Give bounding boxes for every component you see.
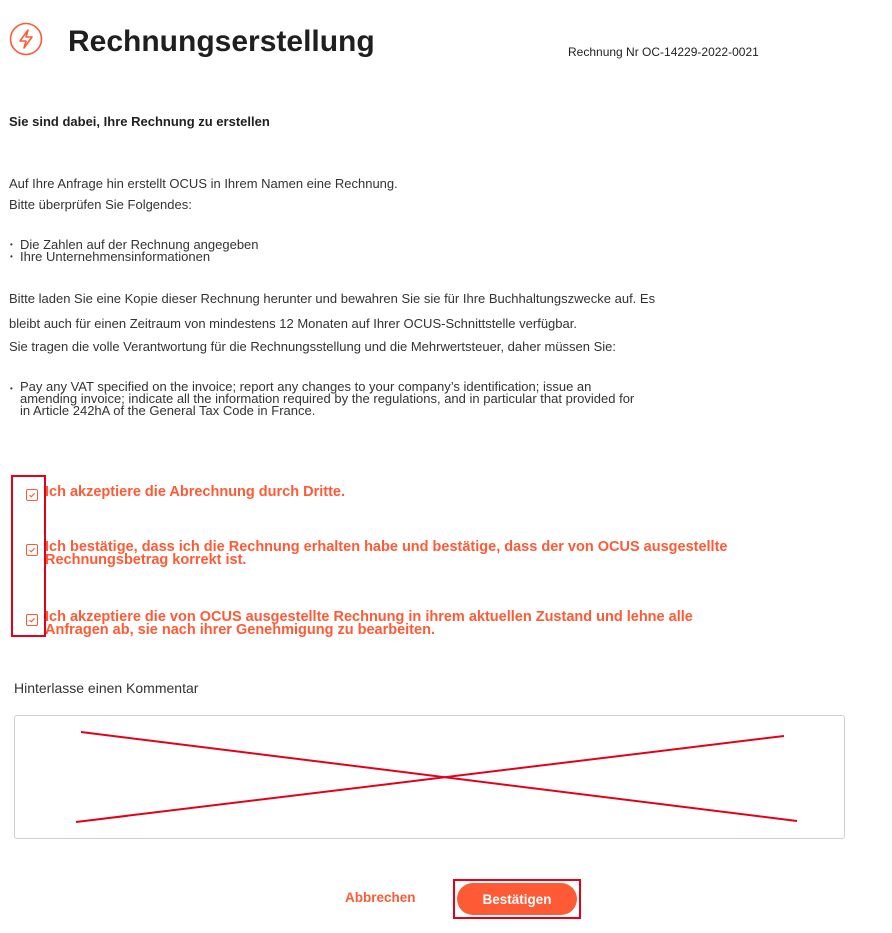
lightning-icon xyxy=(9,22,43,56)
intro-line: Auf Ihre Anfrage hin erstellt OCUS in Ihrem Namen eine Rechnung. xyxy=(9,176,398,191)
consent-label: Ich bestätige, dass ich die Rechnung erhalten habe und bestätige, dass der von OCUS ausgestellte Rechnungsbetrag korrekt ist. xyxy=(45,539,728,568)
vat-line: Pay any VAT specified on the invoice; report any changes to your company’s identification; issue an xyxy=(20,379,592,394)
vat-line: amending invoice; indicate all the information required by the regulations, and in particular that provided for xyxy=(20,391,635,406)
section-subtitle: Sie sind dabei, Ihre Rechnung zu erstellen xyxy=(9,114,270,129)
download-note: Bitte laden Sie eine Kopie dieser Rechnung herunter und bewahren Sie sie für Ihre Buchhaltungszwecke auf. Es xyxy=(9,291,656,306)
download-note: bleibt auch für einen Zeitraum von mindestens 12 Monaten auf Ihrer OCUS-Schnittstelle verfügbar. xyxy=(9,316,577,331)
vat-line: in Article 242hA of the General Tax Code in France. xyxy=(20,403,316,418)
confirm-annotation-box xyxy=(453,879,581,919)
check-list xyxy=(10,239,259,263)
consent-label: Ich akzeptiere die von OCUS ausgestellte Rechnung in ihrem aktuellen Zustand und lehne alle Anfragen ab, sie nach ihrer Genehmigung zu bearbeiten. xyxy=(45,609,693,638)
bullet-dot: • xyxy=(10,384,13,393)
cancel-button[interactable]: Abbrechen xyxy=(345,890,416,905)
invoice-number: Rechnung Nr OC-14229-2022-0021 xyxy=(568,45,759,59)
comment-label: Hinterlasse einen Kommentar xyxy=(14,680,199,696)
consent-label: Ich akzeptiere die Abrechnung durch Dritte. xyxy=(45,484,345,500)
comment-textarea[interactable] xyxy=(14,715,845,839)
page-title: Rechnungserstellung xyxy=(68,25,375,58)
confirm-button[interactable]: Bestätigen xyxy=(457,883,577,915)
list-item: • Ihre Unternehmensinformationen xyxy=(10,251,259,263)
responsibility-note: Sie tragen die volle Verantwortung für die Rechnungsstellung und die Mehrwertsteuer, daher müssen Sie: xyxy=(9,339,617,354)
checkbox-annotation-box xyxy=(11,475,46,637)
list-item: • Die Zahlen auf der Rechnung angegeben xyxy=(10,239,259,251)
vat-obligations xyxy=(10,381,870,417)
intro-line: Bitte überprüfen Sie Folgendes: xyxy=(9,197,192,212)
